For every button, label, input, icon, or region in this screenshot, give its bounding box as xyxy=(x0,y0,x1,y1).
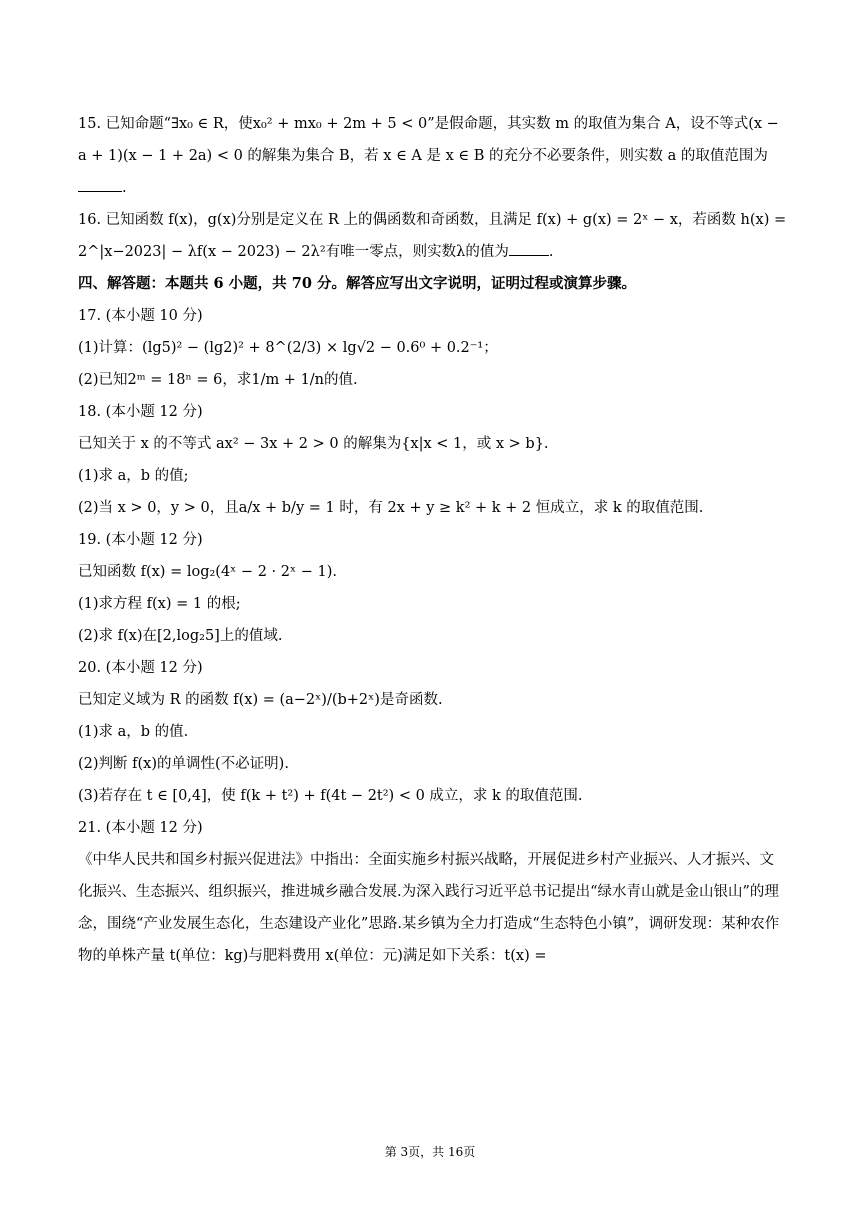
q15-line-3: . xyxy=(78,172,788,204)
q19-part-2: (2)求 f(x)在[2,log₂5]上的值域. xyxy=(78,628,283,644)
q20-stem: 已知定义域为 R 的函数 f(x) = (a−2ˣ)/(b+2ˣ)是奇函数. xyxy=(78,692,443,708)
q18-part-1: (1)求 a，b 的值; xyxy=(78,468,189,484)
q20-part-1: (1)求 a，b 的值. xyxy=(78,724,189,740)
q18-part-2: (2)当 x > 0，y > 0，且a/x + b/y = 1 时，有 2x + y ≥ k² + k + 2 恒成立，求 k 的取值范围. xyxy=(78,500,704,516)
q17-part-1: (1)计算：(lg5)² − (lg2)² + 8^(2/3) × lg√2 − 0.6⁰ + 0.2⁻¹； xyxy=(78,340,498,356)
q20-header: 20. (本小题 12 分) xyxy=(78,660,203,676)
answer-blank xyxy=(78,177,122,192)
q19-part-1: (1)求方程 f(x) = 1 的根; xyxy=(78,596,241,612)
section-heading: 四、解答题：本题共 6 小题，共 70 分。解答应写出文字说明，证明过程或演算步骤。 xyxy=(78,275,636,292)
page-footer: 第 3页，共 16页 xyxy=(384,1145,476,1159)
q15-line-1: 15. 已知命题“∃x₀ ∈ R，使x₀² + mx₀ + 2m + 5 < 0”是假命题，其实数 m 的取值为集合 A，设不等式(x − xyxy=(78,116,779,132)
q16-line-2: 2^|x−2023| − λf(x − 2023) − 2λ²有唯一零点，则实数λ的值为 . xyxy=(78,236,788,268)
q21-header: 21. (本小题 12 分) xyxy=(78,820,203,836)
q20-part-2: (2)判断 f(x)的单调性(不必证明). xyxy=(78,756,289,772)
q17-header: 17. (本小题 10 分) xyxy=(78,308,203,324)
q16-line-1: 16. 已知函数 f(x)，g(x)分别是定义在 R 上的偶函数和奇函数，且满足 f(x) + g(x) = 2ˣ − x，若函数 h(x) = xyxy=(78,212,787,228)
q18-header: 18. (本小题 12 分) xyxy=(78,404,203,420)
q17-part-2: (2)已知2ᵐ = 18ⁿ = 6，求1/m + 1/n的值. xyxy=(78,372,358,388)
q18-stem: 已知关于 x 的不等式 ax² − 3x + 2 > 0 的解集为{x|x < 1，或 x > b}. xyxy=(78,436,549,452)
q15-line-2: a + 1)(x − 1 + 2a) < 0 的解集为集合 B，若 x ∈ A 是 x ∈ B 的充分不必要条件，则实数 a 的取值范围为 xyxy=(78,148,768,164)
exam-page xyxy=(78,108,788,972)
q19-header: 19. (本小题 12 分) xyxy=(78,532,203,548)
q20-part-3: (3)若存在 t ∈ [0,4]，使 f(k + t²) + f(4t − 2t²) < 0 成立，求 k 的取值范围. xyxy=(78,788,583,804)
answer-blank xyxy=(509,241,549,256)
q19-stem: 已知函数 f(x) = log₂(4ˣ − 2 · 2ˣ − 1). xyxy=(78,564,337,580)
q21-stem: 《中华人民共和国乡村振兴促进法》中指出：全面实施乡村振兴战略，开展促进乡村产业振兴、人才振兴、文化振兴、生态振兴、组织振兴，推进城乡融合发展.为深入践行习近平总书记提出“绿水青山就是金山银山”的理念，围绕“产业发展生态化，生态建设产业化”思路.某乡镇为全力打造成“生态特色小镇”，调研发现：某种农作物的单株产量 t(单位：kg)与肥料费用 x(单位：元)满足如下关系：t(x) = xyxy=(78,852,780,964)
